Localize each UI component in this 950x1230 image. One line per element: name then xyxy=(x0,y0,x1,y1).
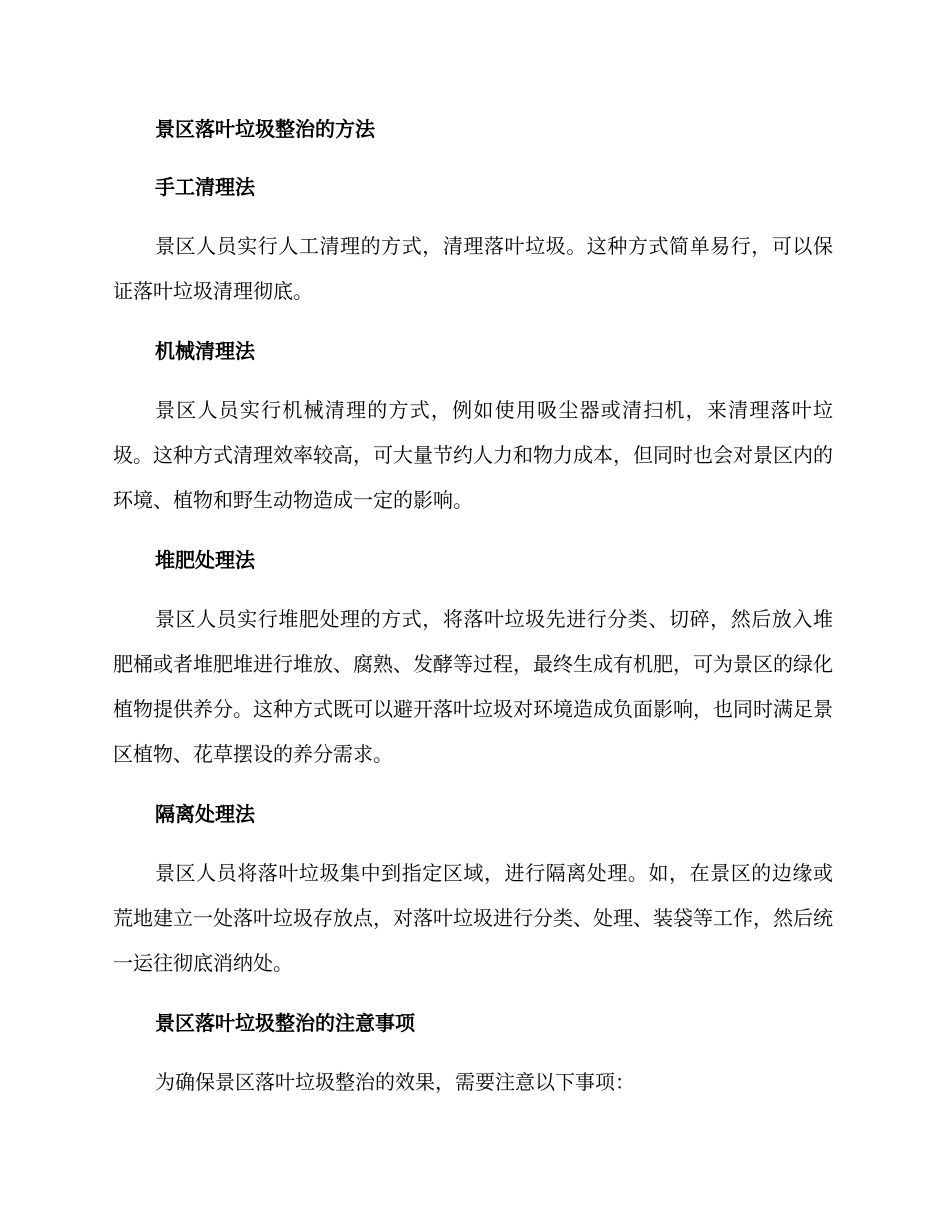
body-paragraph: 景区人员将落叶垃圾集中到指定区域，进行隔离处理。如，在景区的边缘或荒地建立一处落叶垃圾存放点，对落叶垃圾进行分类、处理、装袋等工作，然后统一运往彻底消纳处。 xyxy=(113,861,833,975)
body-paragraph: 景区人员实行堆肥处理的方式，将落叶垃圾先进行分类、切碎，然后放入堆肥桶或者堆肥堆进行堆放、腐熟、发酵等过程，最终生成有机肥，可为景区的绿化植物提供养分。这种方式既可以避开落叶垃圾对环境造成负面影响，也同时满足景区植物、花草摆设的养分需求。 xyxy=(113,607,833,766)
subsection-heading: 堆肥处理法 xyxy=(155,548,255,572)
subsection-heading: 隔离处理法 xyxy=(155,802,255,826)
section-heading: 景区落叶垃圾整治的注意事项 xyxy=(155,1011,415,1035)
section-heading: 景区落叶垃圾整治的方法 xyxy=(155,117,375,141)
subsection-heading: 手工清理法 xyxy=(155,175,255,199)
body-paragraph: 景区人员实行人工清理的方式，清理落叶垃圾。这种方式简单易行，可以保证落叶垃圾清理彻底。 xyxy=(113,234,833,303)
body-paragraph: 为确保景区落叶垃圾整治的效果，需要注意以下事项： xyxy=(155,1070,635,1094)
body-paragraph: 景区人员实行机械清理的方式，例如使用吸尘器或清扫机，来清理落叶垃圾。这种方式清理效率较高，可大量节约人力和物力成本，但同时也会对景区内的环境、植物和野生动物造成一定的影响。 xyxy=(113,398,833,512)
subsection-heading: 机械清理法 xyxy=(155,339,255,363)
document-page xyxy=(113,108,833,1121)
